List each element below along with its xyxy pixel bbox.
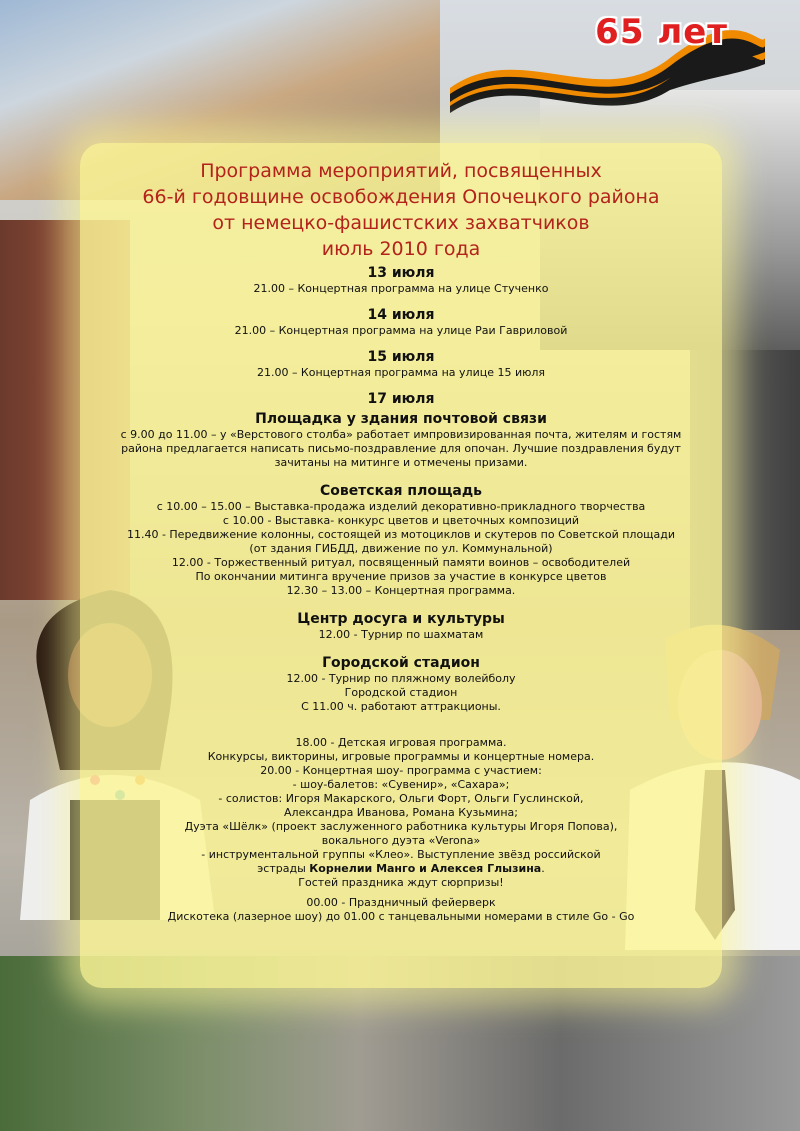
day-title: 17 июля [367,391,435,407]
event-line: Городской стадион [344,686,458,699]
program-content [80,158,722,924]
event-line: Дуэта «Шёлк» (проект заслуженного работника культуры Игоря Попова), [184,820,618,833]
event-line: Гостей праздника ждут сюрпризы! [298,876,504,889]
event-line: с 9.00 до 11.00 – у «Верстового столба» работает импровизированная почта, жителям и гостям [120,428,682,441]
event-line: 20.00 - Концертная шоу- программа с участием: [260,764,542,777]
event-line: 12.00 - Турнир по пляжному волейболу [286,672,516,685]
event-line: 21.00 – Концертная программа на улице Стученко [253,282,549,295]
heading-line: 66-й годовщине освобождения Опочецкого района [142,186,660,208]
event-line: 21.00 – Концертная программа на улице 15 июля [256,366,546,379]
stars-line [80,862,722,876]
event-line: (от здания ГИБДД, движение по ул. Коммунальной) [249,542,553,555]
event-line: По окончании митинга вручение призов за участие в конкурсе цветов [195,570,607,583]
event-line: 12.00 - Турнир по шахматам [318,628,484,641]
stars-names: Корнелии Манго и Алексея Глызина [309,862,542,875]
venue-title: Центр досуга и культуры [297,611,505,627]
day-title: 14 июля [367,307,435,323]
anniversary-badge: 65 лет [595,12,728,52]
event-line: 11.40 - Передвижение колонны, состоящей из мотоциклов и скутеров по Советской площади [126,528,676,541]
heading-line: Программа мероприятий, посвященных [200,160,602,182]
event-line: Дискотека (лазерное шоу) до 01.00 с танцевальными номерами в стиле Go - Go [167,910,635,923]
heading-line: от немецко-фашистских захватчиков [212,212,590,234]
venue-title: Площадка у здания почтовой связи [255,411,547,427]
event-line: с 10.00 – 15.00 – Выставка-продажа изделий декоративно-прикладного творчества [156,500,646,513]
spacer [80,714,722,736]
program-heading [80,158,722,262]
stars-suffix: . [541,862,545,875]
event-line: 12.00 - Торжественный ритуал, посвященный памяти воинов – освободителей [171,556,631,569]
event-line: С 11.00 ч. работают аттракционы. [301,700,501,713]
event-line: вокального дуэта «Verona» [321,834,481,847]
event-line: 21.00 – Концертная программа на улице Раи Гавриловой [234,324,568,337]
venue-title: Советская площадь [319,483,483,499]
event-line: - шоу-балетов: «Сувенир», «Сахара»; [292,778,510,791]
event-line: зачитаны на митинге и отмечены призами. [274,456,528,469]
event-line: 12.30 – 13.00 – Концертная программа. [286,584,516,597]
event-line: - солистов: Игоря Макарского, Ольги Форт, Ольги Гуслинской, [218,792,584,805]
event-line: Конкурсы, викторины, игровые программы и концертные номера. [207,750,595,763]
stars-prefix: эстрады [257,862,306,875]
event-line: - инструментальной группы «Клео». Выступление звёзд российской [201,848,601,861]
day-title: 13 июля [367,265,435,281]
event-line: 18.00 - Детская игровая программа. [295,736,507,749]
event-line: с 10.00 - Выставка- конкурс цветов и цветочных композиций [222,514,580,527]
event-line: 00.00 - Праздничный фейерверк [306,896,496,909]
event-line: Александра Иванова, Романа Кузьмина; [284,806,518,819]
venue-title: Городской стадион [322,655,480,671]
day-title: 15 июля [367,349,435,365]
heading-line: июль 2010 года [321,238,481,260]
event-line: района предлагается написать письмо-поздравление для опочан. Лучшие поздравления будут [121,442,681,455]
